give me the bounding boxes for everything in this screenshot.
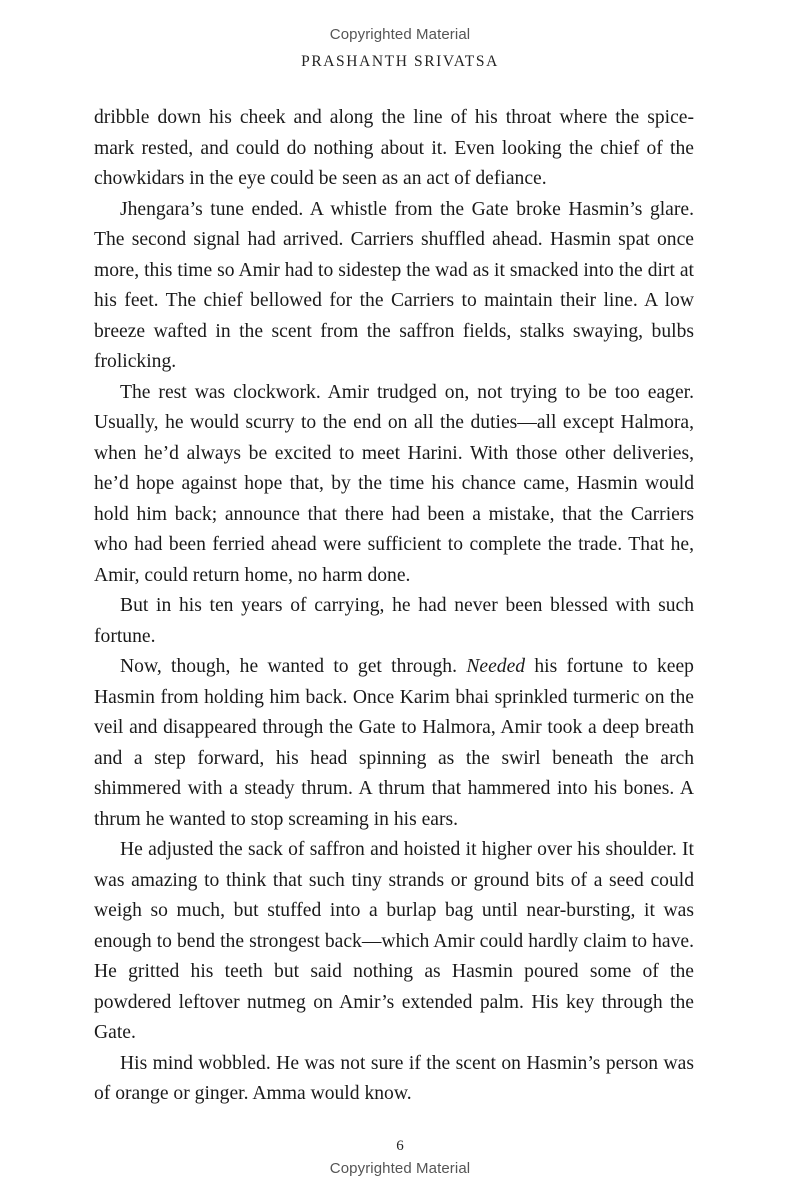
paragraph-5-after: his fortune to keep Hasmin from holding him back. Once Karim bhai sprinkled turmeric on the veil and disappeared through the Gate to Halmora, Amir took a deep breath and a step forward, his head spinning as the swirl beneath the arch shimmered with a steady thrum. A thrum that hammered into his bones. A thrum he wanted to stop screaming in his ears. (94, 656, 694, 830)
paragraph-5-before: Now, though, he wanted to get through. (120, 656, 467, 677)
paragraph-2: Jhengara’s tune ended. A whistle from the Gate broke Hasmin’s glare. The second signal had arrived. Carriers shuffled ahead. Hasmin spat once more, this time so Amir had to sidestep the wad as it smacked into the dirt at his feet. The chief bellowed for the Carriers to maintain their line. A low breeze wafted in the scent from the saffron fields, stalks swaying, bulbs frolicking. (94, 198, 694, 372)
copyright-watermark-top: Copyrighted Material (329, 26, 471, 43)
paragraph-7: His mind wobbled. He was not sure if the scent on Hasmin’s person was of orange or ginger. Amma would know. (94, 1052, 694, 1104)
body-text (94, 103, 694, 1110)
paragraph-4: But in his ten years of carrying, he had never been blessed with such fortune. (94, 595, 694, 647)
paragraph-5 (94, 652, 694, 835)
page-number: 6 (396, 1138, 404, 1154)
paragraph-6: He adjusted the sack of saffron and hoisted it higher over his shoulder. It was amazing to think that such tiny strands or ground bits of a seed could weigh so much, but stuffed into a burlap bag until near-bursting, it was enough to bend the strongest back—which Amir could hardly claim to have. He gritted his teeth but said nothing as Hasmin poured some of the powdered leftover nutmeg on Amir’s extended palm. His key through the Gate. (94, 839, 694, 1043)
paragraph-1: dribble down his cheek and along the line of his throat where the spice-mark rested, and could do nothing about it. Even looking the chief of the chowkidars in the eye could be seen as an act of defiance. (94, 107, 694, 189)
running-head-author: PRASHANTH SRIVATSA (301, 53, 499, 70)
copyright-watermark-bottom: Copyrighted Material (329, 1160, 471, 1177)
emphasis-needed: Needed (466, 656, 526, 677)
paragraph-3: The rest was clockwork. Amir trudged on, not trying to be too eager. Usually, he would scurry to the end on all the duties—all except Halmora, when he’d always be excited to meet Harini. With those other deliveries, he’d hope against hope that, by the time his chance came, Hasmin would hold him back; announce that there had been a mistake, that the Carriers who had been ferried ahead were sufficient to complete the trade. That he, Amir, could return home, no harm done. (94, 381, 694, 586)
